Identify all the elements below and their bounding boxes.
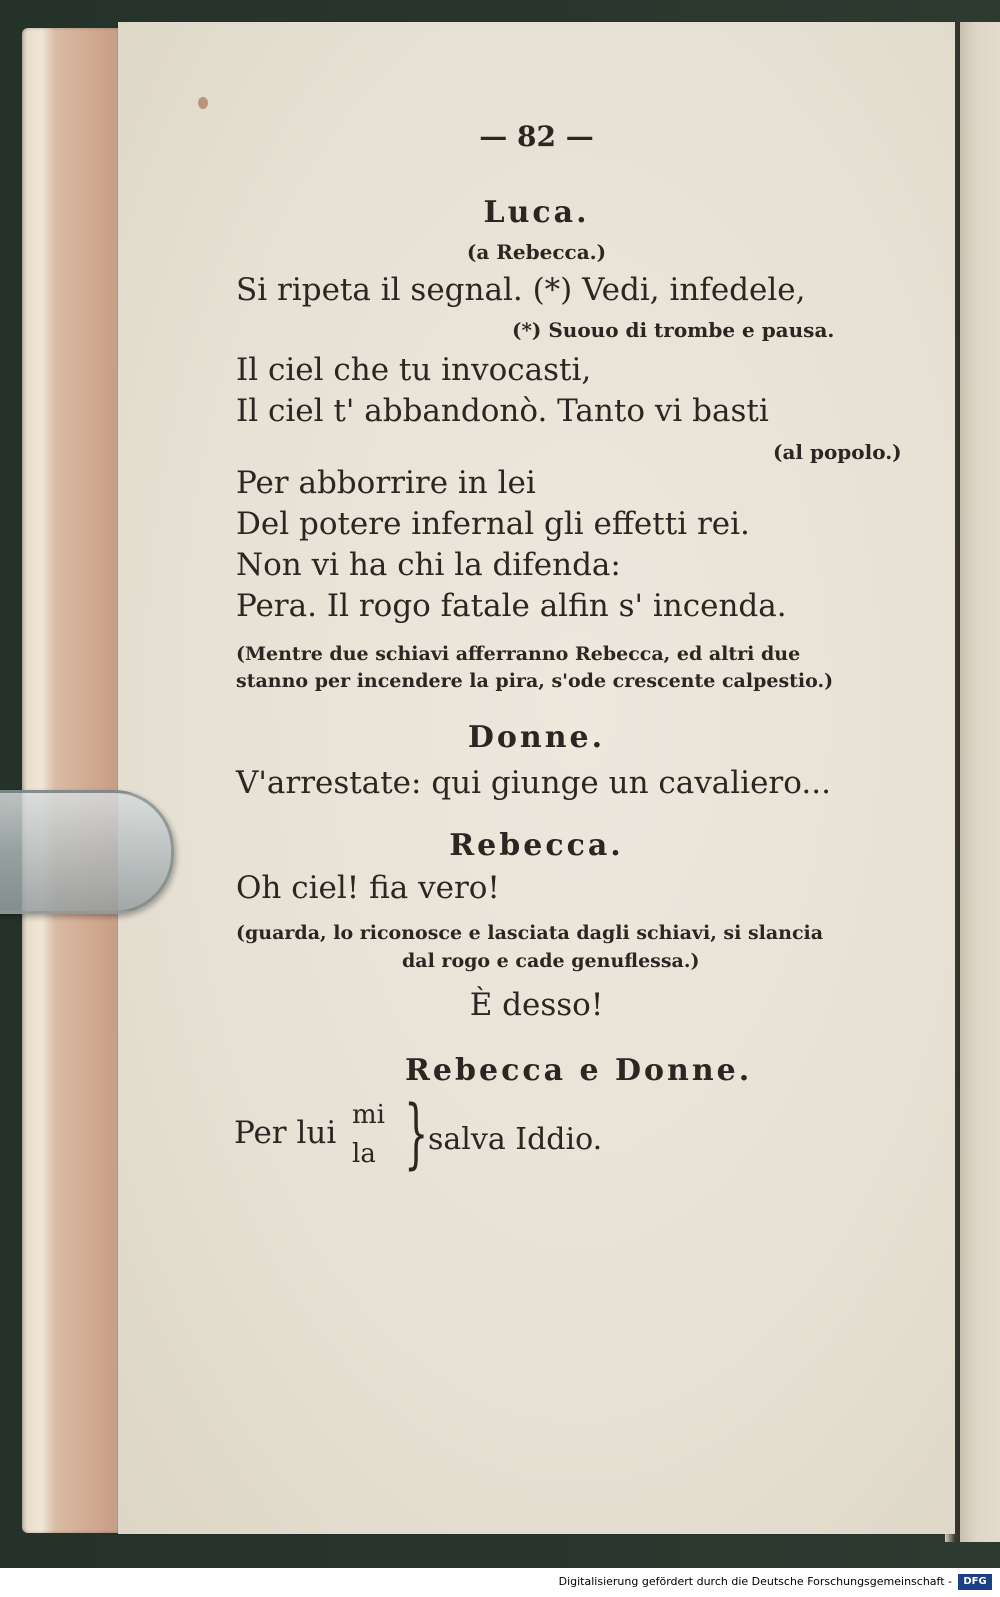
stage-direction-a-rebecca: (a Rebecca.) xyxy=(466,240,607,264)
speaker-rebecca: Rebecca. xyxy=(449,828,624,863)
page-number: — 82 — xyxy=(479,120,594,153)
stage-direction: stanno per incendere la pira, s'ode crescente calpestio.) xyxy=(236,670,834,692)
final-line-prefix: Per lui xyxy=(234,1115,337,1151)
dfg-logo: DFG xyxy=(958,1574,992,1590)
stage-direction: (guarda, lo riconosce e lasciata dagli schiavi, si slancia xyxy=(236,922,824,944)
verse-line: Pera. Il rogo fatale alfin s' incenda. xyxy=(236,588,787,624)
stage-direction: (Mentre due schiavi afferranno Rebecca, ed altri due xyxy=(236,643,801,665)
verse-line: Il ciel che tu invocasti, xyxy=(236,352,592,388)
verse-line: Si ripeta il segnal. (*) Vedi, infedele, xyxy=(236,272,806,308)
final-line-suffix: salva Iddio. xyxy=(428,1122,603,1157)
footer-credit: Digitalisierung gefördert durch die Deutsche Forschungsgemeinschaft - xyxy=(558,1575,952,1588)
verse-line: V'arrestate: qui giunge un cavaliero... xyxy=(236,765,831,801)
verse-line: Non vi ha chi la difenda: xyxy=(236,547,621,583)
footnote: (*) Suouo di trombe e pausa. xyxy=(512,318,835,342)
next-page-edge xyxy=(960,22,1000,1542)
footer-bar xyxy=(0,1568,1000,1597)
verse-line: Oh ciel! fia vero! xyxy=(236,870,500,906)
speaker-donne: Donne. xyxy=(467,720,606,755)
stage-direction-al-popolo: (al popolo.) xyxy=(773,440,902,464)
speaker-rebecca-donne: Rebecca e Donne. xyxy=(405,1053,753,1088)
verse-line: Per abborrire in lei xyxy=(236,465,536,501)
page-block-edge xyxy=(22,28,132,1533)
brace-mark: } xyxy=(404,1088,429,1177)
speaker-luca: Luca. xyxy=(483,195,590,230)
stage-direction: dal rogo e cade genuflessa.) xyxy=(402,950,700,972)
final-line-la: la xyxy=(352,1139,376,1169)
verse-line-e-desso: È desso! xyxy=(469,987,604,1023)
final-line-mi: mi xyxy=(352,1100,385,1130)
verse-line: Del potere infernal gli effetti rei. xyxy=(236,506,750,542)
stain-mark xyxy=(198,97,208,109)
verse-line: Il ciel t' abbandonò. Tanto vi basti xyxy=(236,393,769,429)
